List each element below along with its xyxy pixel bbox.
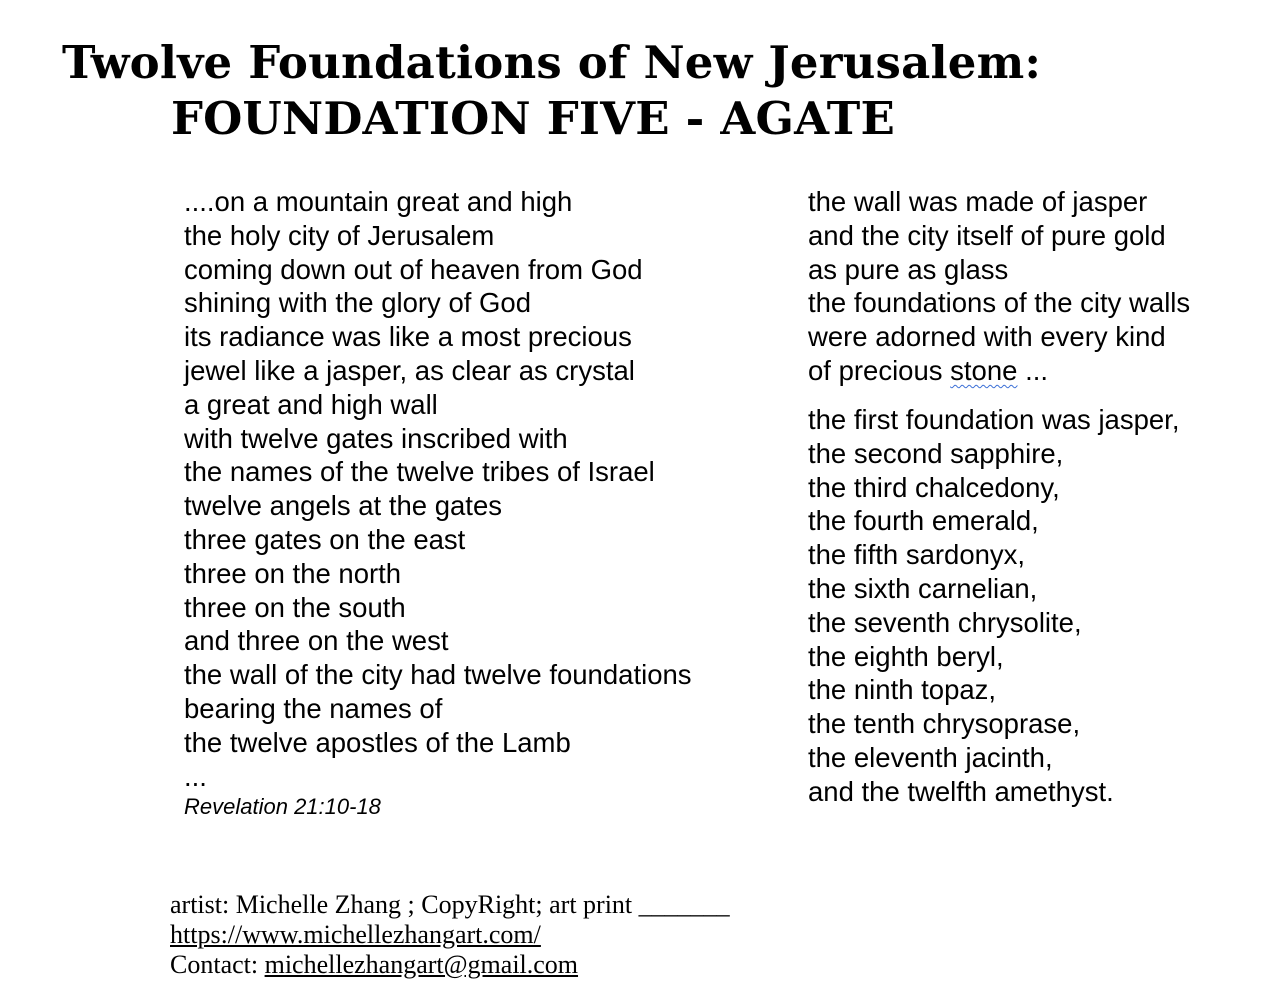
poem-line: the holy city of Jerusalem (184, 219, 495, 251)
email-link[interactable]: michellezhangart@gmail.com (264, 950, 579, 979)
foundation-line: the fourth emerald, (808, 505, 1039, 537)
poem-line: coming down out of heaven from God (184, 253, 643, 285)
poem-line: and the city itself of pure gold (808, 219, 1166, 251)
page-subtitle-foundation: FOUNDATION FIVE - AGATE (171, 92, 895, 145)
poem-line: the names of the twelve tribes of Israel (184, 456, 655, 488)
foundation-line: the eleventh jacinth, (808, 741, 1053, 773)
artist-credit: artist: Michelle Zhang ; CopyRight; art print _______ (170, 890, 730, 919)
right-poem-stanza-2 (808, 403, 1179, 809)
artist-footer (170, 890, 730, 980)
foundation-line: the third chalcedony, (808, 471, 1060, 503)
right-poem-stanza-1 (808, 185, 1190, 388)
foundation-line: the sixth carnelian, (808, 572, 1038, 604)
poem-line: bearing the names of (184, 692, 443, 724)
poem-line: and three on the west (184, 625, 449, 657)
poem-line: were adorned with every kind (808, 321, 1166, 353)
poem-line: shining with the glory of God (184, 287, 531, 319)
foundation-line: the eighth beryl, (808, 640, 1004, 672)
poem-line-prefix: of precious (808, 354, 951, 386)
poem-line: jewel like a jasper, as clear as crystal (184, 354, 635, 386)
poem-line: twelve angels at the gates (184, 490, 502, 522)
poem-line: as pure as glass (808, 253, 1009, 285)
poem-line: a great and high wall (184, 388, 438, 420)
contact-line (170, 950, 730, 980)
foundation-line: the ninth topaz, (808, 674, 997, 706)
scripture-citation: Revelation 21:10-18 (184, 794, 381, 820)
poem-line: with twelve gates inscribed with (184, 422, 568, 454)
poem-line: its radiance was like a most precious (184, 321, 632, 353)
poem-line: the twelve apostles of the Lamb (184, 726, 571, 758)
poem-line: three gates on the east (184, 523, 466, 555)
website-link[interactable]: https://www.michellezhangart.com/ (170, 920, 541, 949)
page-title-line-1: Twolve Foundations of New Jerusalem: (62, 36, 1042, 89)
foundation-line: the tenth chrysoprase, (808, 708, 1081, 740)
poem-line: the wall was made of jasper (808, 186, 1148, 217)
spellcheck-flagged-word[interactable]: stone (950, 354, 1018, 386)
foundation-line: the seventh chrysolite, (808, 606, 1082, 638)
contact-label: Contact: (170, 950, 265, 979)
poem-line-suffix: ... (1017, 354, 1049, 386)
foundation-line: the first foundation was jasper, (808, 404, 1180, 435)
foundation-line: and the twelfth amethyst. (808, 775, 1114, 807)
poem-line: the foundations of the city walls (808, 287, 1191, 319)
poem-line: ....on a mountain great and high (184, 186, 573, 217)
website-line (170, 920, 730, 950)
foundation-line: the second sapphire, (808, 437, 1064, 469)
poem-line: three on the north (184, 557, 402, 589)
poem-line: three on the south (184, 591, 406, 623)
poem-line: ... (184, 760, 207, 792)
poem-line-stone (808, 354, 1190, 388)
left-poem-column (184, 185, 692, 821)
foundation-line: the fifth sardonyx, (808, 539, 1026, 571)
poem-line: the wall of the city had twelve foundations (184, 659, 692, 691)
